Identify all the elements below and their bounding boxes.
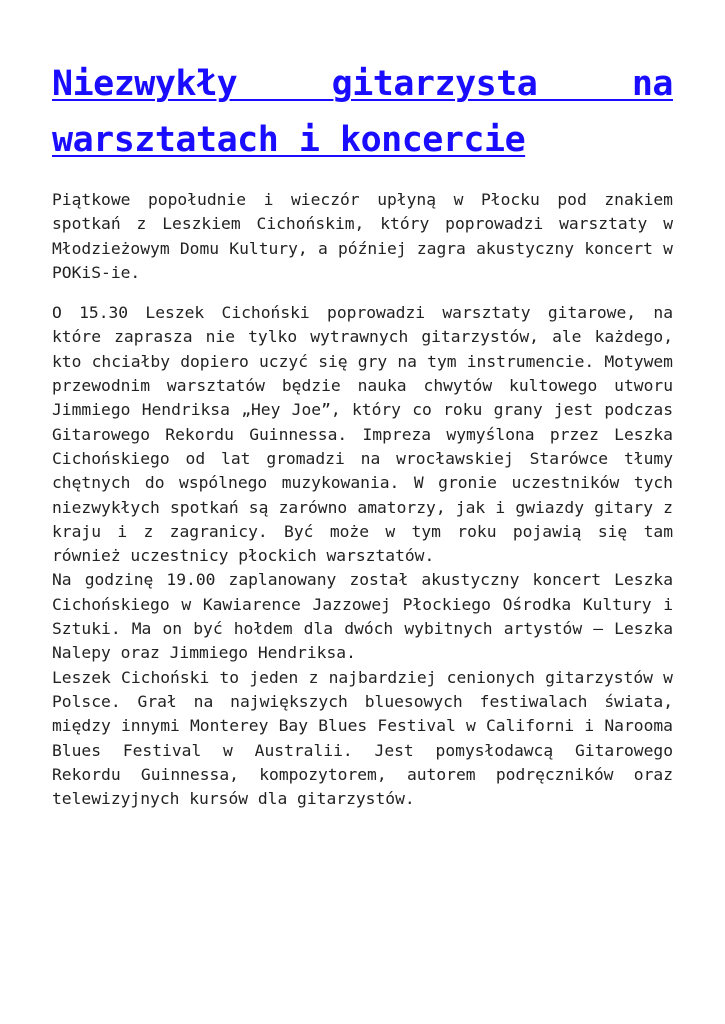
article-lead: Piątkowe popołudnie i wieczór upłyną w Płocku pod znakiem spotkań z Leszkiem Cichońskim, który poprowadzi warsztaty w Młodzieżowym Domu Kultury, a później zagra akustyczny koncert w POKiS-ie.: [52, 190, 673, 282]
article-body: O 15.30 Leszek Cichoński poprowadzi warsztaty gitarowe, na które zaprasza nie tylko wytrawnych gitarzystów, ale każdego, kto chciałby dopiero uczyć się gry na tym instrumencie. Motywem przewodnim warsztatów będzie nauka chwytów kultowego utworu Jimmiego Hendriksa „Hey Joe”, który co roku grany jest podczas Gitarowego Rekordu Guinnessa. Impreza wymyślona przez Leszka Cichońskiego od lat gromadzi na wrocławskiej Starówce tłumy chętnych do wspólnego muzykowania. W gronie uczestników tych niezwykłych spotkań są zarówno amatorzy, jak i gwiazdy gitary z kraju i z zagranicy. Być może w tym roku pojawią się tam również uczestnicy płockich warsztatów. Na godzinę 19.00 zaplanowany został akustyczny koncert Leszka Cichońskiego w Kawiarence Jazzowej Płockiego Ośrodka Kultury i Sztuki. Ma on być hołdem dla dwóch wybitnych artystów – Leszka Nalepy oraz Jimmiego Hendriksa. Leszek Cichoński to jeden z najbardziej cenionych gitarzystów w Polsce. Grał na największych bluesowych festiwalach świata, między innymi Monterey Bay Blues Festival w Californi i Narooma Blues Festival w Australii. Jest pomysłodawcą Gitarowego Rekordu Guinnessa, kompozytorem, autorem podręczników oraz telewizyjnych kursów dla gitarzystów.: [52, 303, 673, 809]
article-title: [52, 56, 673, 168]
article-title-link[interactable]: Niezwykły gitarzysta na warsztatach i koncercie: [52, 64, 673, 160]
article: [52, 56, 673, 827]
